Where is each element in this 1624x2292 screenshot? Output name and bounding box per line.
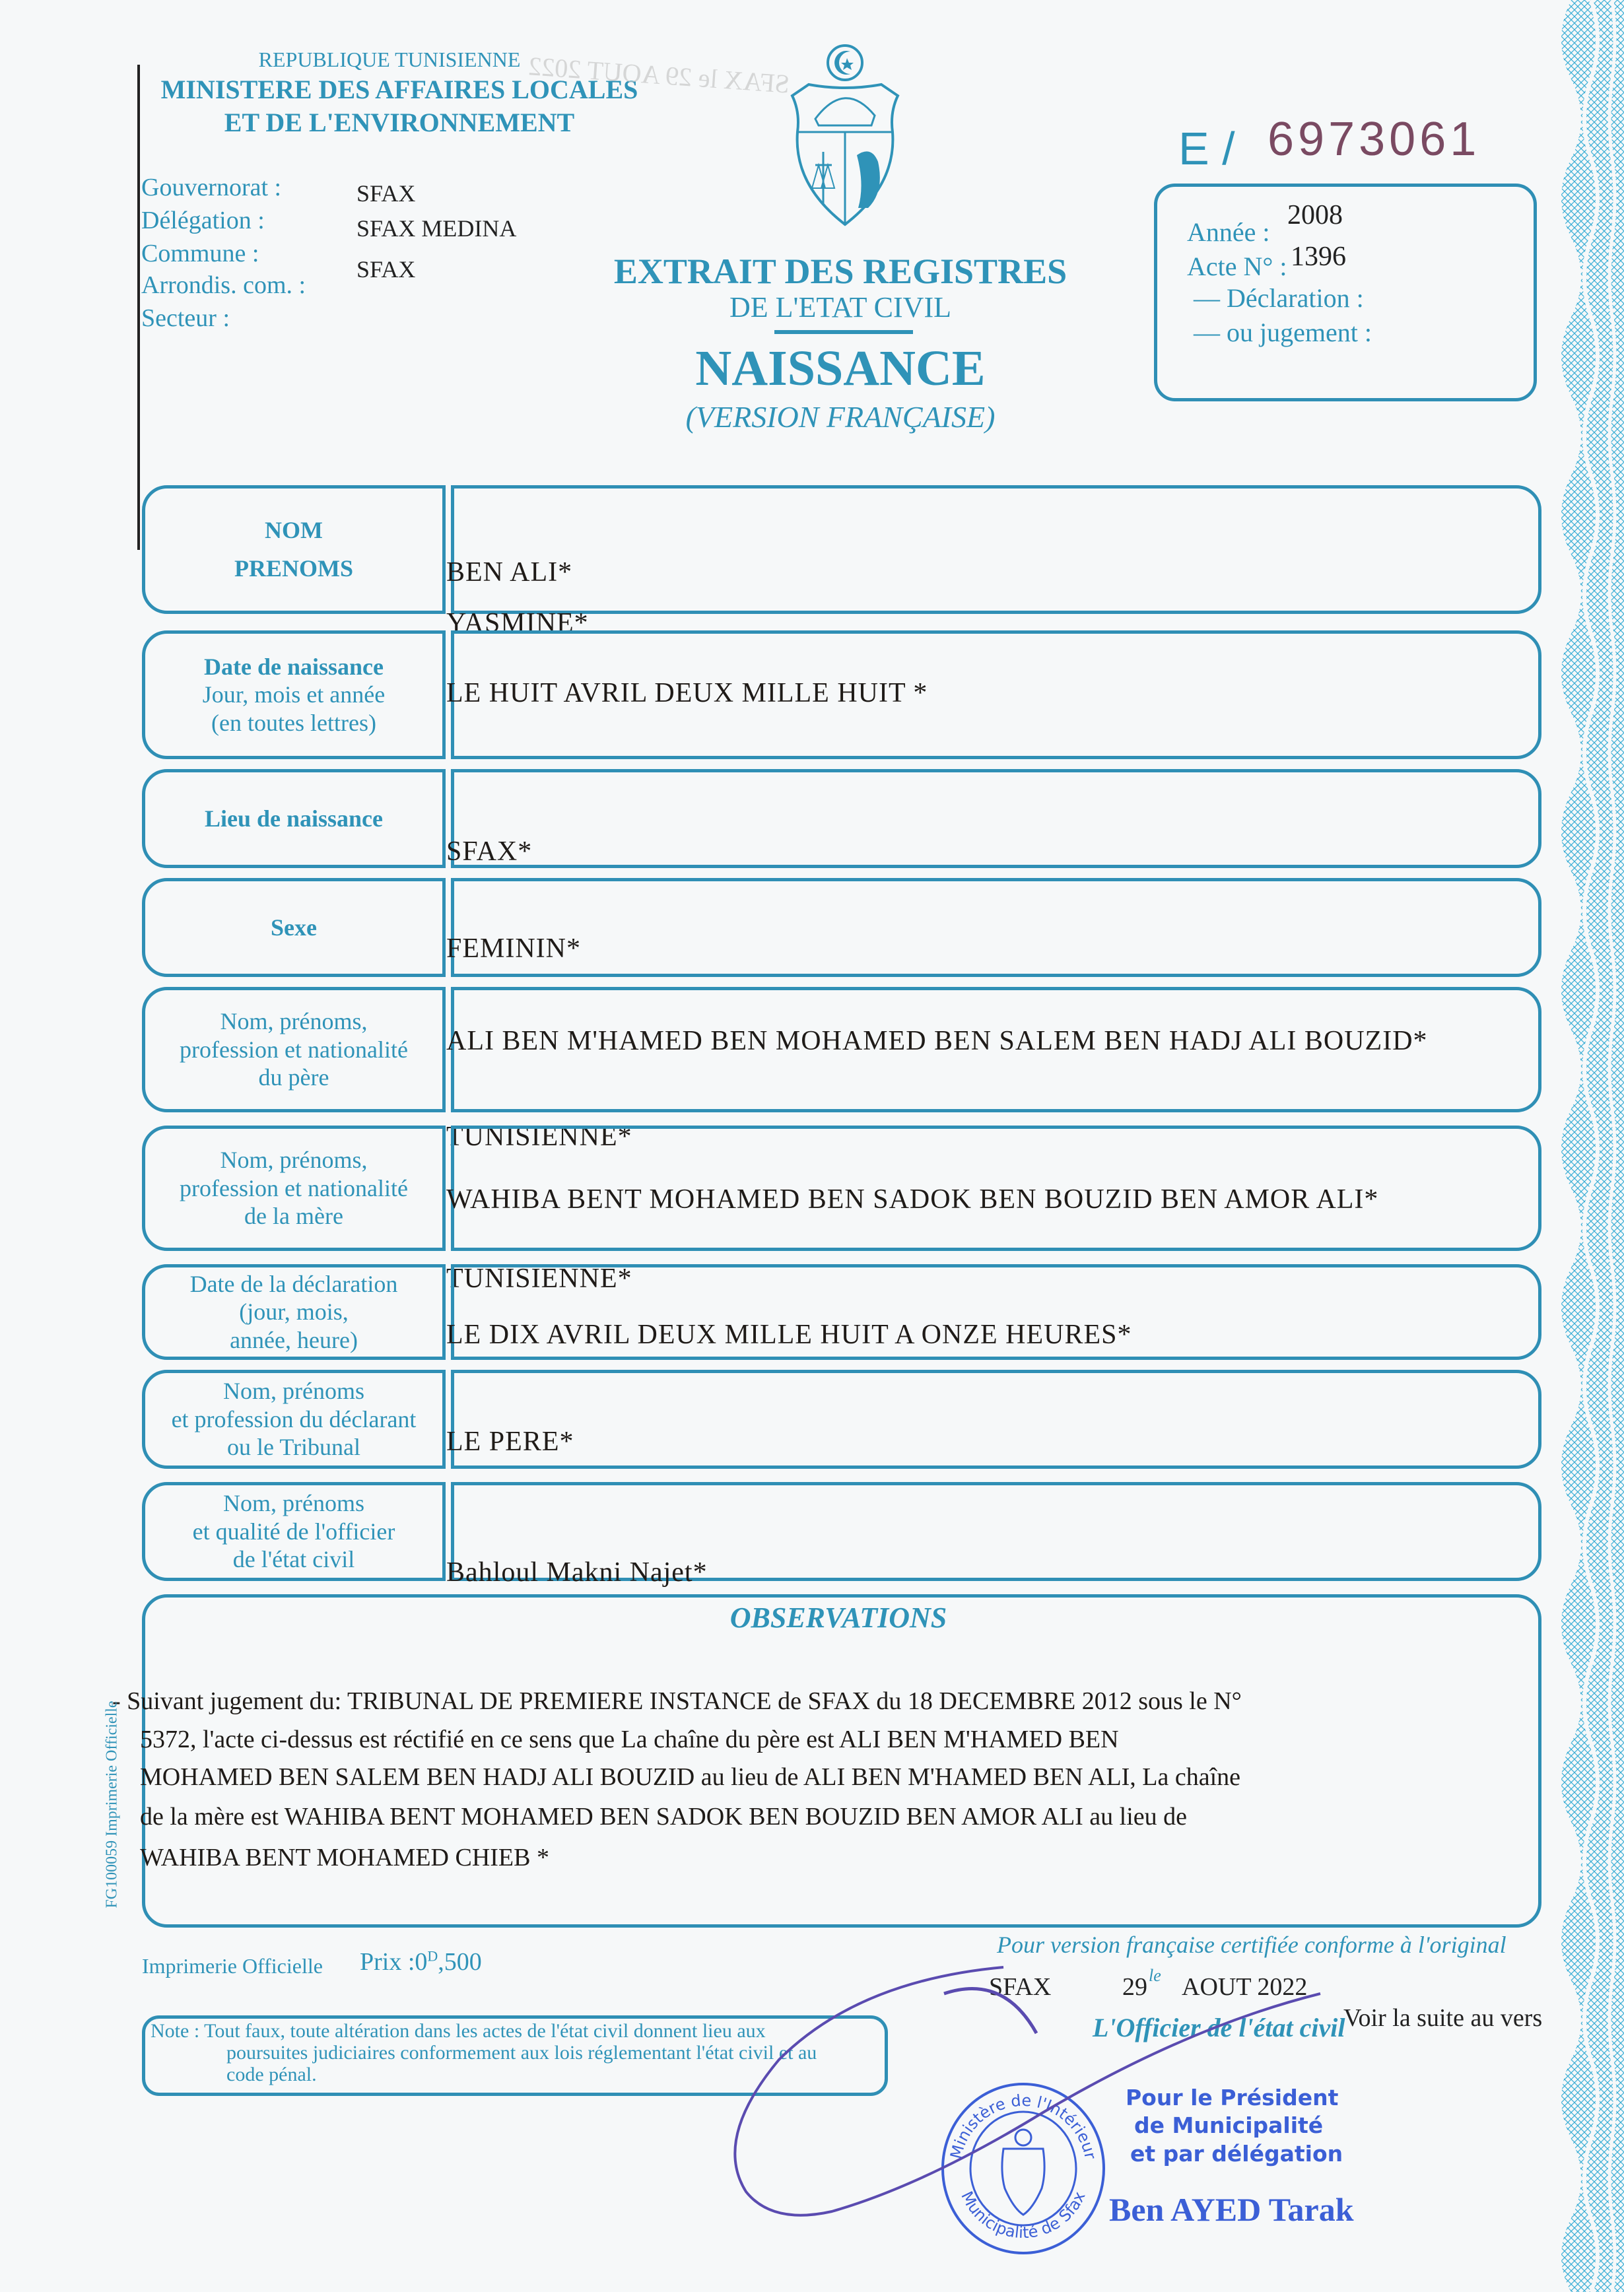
see-reverse: Voir la suite au vers [1343,2004,1543,2032]
row-label [145,1482,442,1581]
note-line1: Note : Tout faux, toute altération dans les actes de l'état civil donnent lieu aux [151,2020,766,2042]
row-entry: TUNISIENNE* [446,1122,632,1152]
row-label-line: profession et nationalité [180,1036,408,1063]
row-label-line: Nom, prénoms, [220,1008,368,1035]
observation-line: MOHAMED BEN SALEM BEN HADJ ALI BOUZID au lieu de ALI BEN M'HAMED BEN ALI, La chaîne [140,1763,1241,1791]
officer-label: L'Officier de l'état civil [1093,2013,1345,2042]
commune-value: SFAX [356,256,416,283]
row-label-line: Lieu de naissance [204,805,384,832]
row-entry: LE DIX AVRIL DEUX MILLE HUIT A ONZE HEURES* [446,1320,1132,1350]
row-label [145,769,442,868]
gouvernorat-label: Gouvernorat : [141,174,282,201]
date-place: SFAX [989,1973,1052,2001]
row-label-line: (en toutes lettres) [211,709,376,736]
seal-ring-bottom: Municipalité de Sfax [957,2188,1089,2242]
row-label [145,1370,442,1469]
republic-label: REPUBLIQUE TUNISIENNE [258,48,521,71]
ministry-line1: MINISTERE DES AFFAIRES LOCALES [160,75,638,104]
row-label-line: de la mère [244,1203,343,1230]
annee-label: Année : [1187,217,1270,247]
price-suffix: ,500 [438,1948,482,1976]
row-label-line: année, heure) [230,1326,358,1353]
note-line2: poursuites judiciaires conformement aux lois réglementant l'état civil et au [226,2042,817,2064]
row-value-cell [451,1370,1541,1469]
observations-title: OBSERVATIONS [729,1601,947,1634]
row-label-line: Jour, mois et année [202,681,386,708]
delegation-label: Délégation : [141,207,265,234]
row-label [145,878,442,977]
date-day: 29 [1122,1973,1147,2001]
price-currency: D [427,1947,438,1965]
title-line1: EXTRAIT DES REGISTRES [613,252,1067,291]
row-label-line: Date de naissance [204,653,384,680]
title-version: (VERSION FRANÇAISE) [685,400,996,434]
seal-ring-top: Ministère de l'Intérieur [947,2091,1100,2161]
row-entry: ALI BEN M'HAMED BEN MOHAMED BEN SALEM BEN HADJ ALI BOUZID* [446,1026,1428,1056]
coat-of-arms-icon [779,40,911,231]
observation-line: WAHIBA BENT MOHAMED CHIEB * [140,1844,549,1871]
printer-side-code: FG100059 Imprimerie Officielle [103,1701,121,1908]
acte-value: 1396 [1291,242,1346,272]
row-entry: FEMININ* [446,933,581,964]
row-label-line: NOM [265,516,323,543]
row-value-cell [451,878,1541,977]
row-entry: SFAX* [446,836,533,867]
row-value-cell [451,769,1541,868]
printer-label: Imprimerie Officielle [142,1954,323,1978]
title-main: NAISSANCE [695,341,986,396]
title-line2: DE L'ETAT CIVIL [729,291,951,323]
row-entry: LE HUIT AVRIL DEUX MILLE HUIT * [446,678,928,708]
signature [726,1954,1386,2231]
date-month-year: AOUT 2022 [1182,1973,1308,2001]
row-entry: TUNISIENNE* [446,1264,632,1294]
commune-label: Commune : [141,240,259,267]
guilloche-border [1551,0,1624,2292]
observation-line: de la mère est WAHIBA BENT MOHAMED BEN SADOK BEN BOUZID BEN AMOR ALI au lieu de [140,1803,1188,1831]
gouvernorat-value: SFAX [356,180,416,207]
row-label-line: et qualité de l'officier [192,1518,395,1545]
row-label [145,1126,442,1251]
row-label-line: profession et nationalité [180,1174,408,1201]
row-label-line: et profession du déclarant [171,1405,417,1432]
margin-rule [137,65,140,550]
row-label-line: PRENOMS [234,555,353,582]
title-rule [774,330,913,334]
row-label [145,630,442,759]
serial-number: 6973061 [1268,113,1481,166]
row-label-line: ou le Tribunal [226,1434,361,1461]
row-label-line: Nom, prénoms, [220,1147,368,1174]
row-entry: WAHIBA BENT MOHAMED BEN SADOK BEN BOUZID BEN AMOR ALI* [446,1184,1379,1215]
row-label-line: de l'état civil [232,1546,355,1573]
certified-text: Pour version française certifiée conforme à l'original [997,1932,1506,1958]
row-label-line: Date de la déclaration [189,1270,398,1297]
secteur-label: Secteur : [141,304,230,332]
ghost-stamp: SFAX le 29 AOUT 2022 [527,51,791,99]
note-line3: code pénal. [226,2064,317,2085]
serial-prefix: E / [1178,123,1235,174]
stamp-line2: de Municipalité [1134,2112,1324,2138]
row-entry: YASMINE* [446,608,589,638]
jugement-label: — ou jugement : [1194,318,1372,347]
annee-value: 2008 [1287,200,1343,230]
observations-box [142,1594,1541,1928]
row-label [145,1264,442,1360]
price [360,1947,482,1976]
delegation-value: SFAX MEDINA [356,215,517,242]
stamp-line3: et par délégation [1130,2141,1343,2167]
date-le: le [1149,1966,1161,1985]
row-label-line: (jour, mois, [239,1298,349,1326]
row-label-line: Sexe [271,914,317,941]
row-entry: Bahloul Makni Najet* [446,1557,708,1588]
row-label-line: Nom, prénoms [223,1378,364,1405]
row-value-cell [451,485,1541,614]
row-label [145,987,442,1112]
row-entry: LE PERE* [446,1427,574,1457]
stamp-line1: Pour le Président [1126,2085,1339,2110]
ministry-line2: ET DE L'ENVIRONNEMENT [224,108,575,137]
arrondissement-label: Arrondis. com. : [141,271,306,299]
observation-line: 5372, l'acte ci-dessus est réctifié en ce sens que La chaîne du père est ALI BEN M'HAMED BEN [140,1726,1119,1753]
observation-line: - Suivant jugement du: TRIBUNAL DE PREMIERE INSTANCE de SFAX du 18 DECEMBRE 2012 sous le N° [112,1687,1242,1715]
row-label [145,485,442,614]
acte-label: Acte N° : [1187,252,1287,281]
row-entry: BEN ALI* [446,557,573,588]
declaration-label: — Déclaration : [1194,283,1364,313]
row-label-line: Nom, prénoms [223,1490,364,1517]
stamp-name: Ben AYED Tarak [1109,2191,1354,2228]
row-label-line: du père [258,1064,329,1091]
price-prefix: Prix :0 [360,1948,428,1976]
